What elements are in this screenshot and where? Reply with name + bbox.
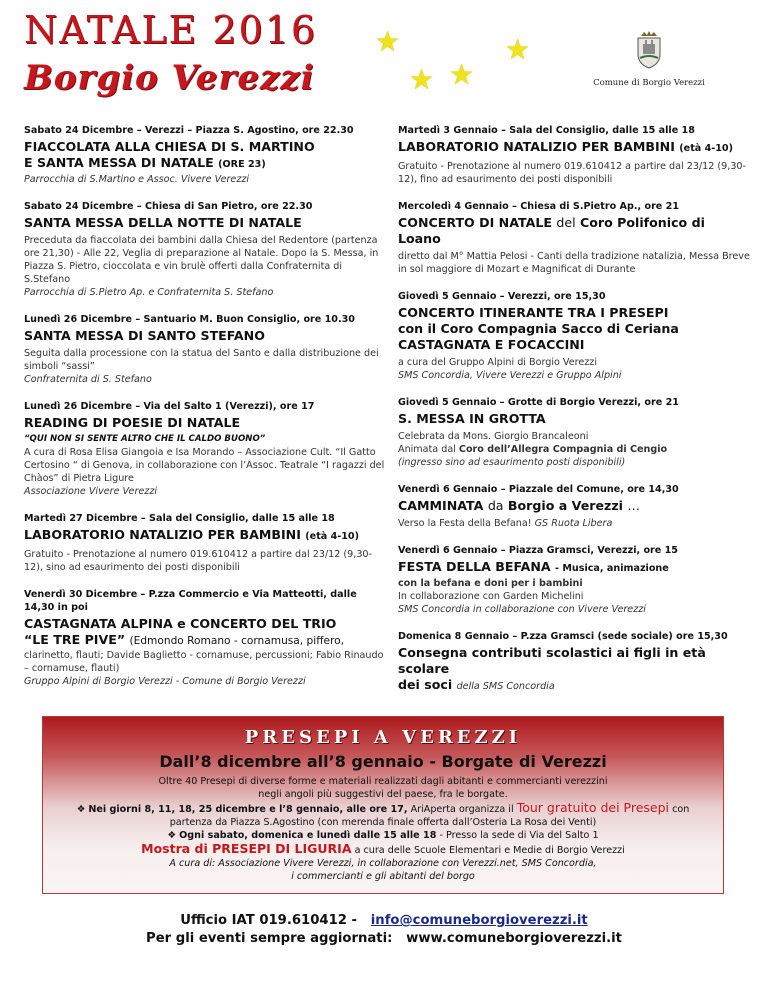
event-organizer: Confraternita di S. Stefano	[24, 374, 152, 385]
event-date: Domenica 8 Gennaio – P.zza Gramsci (sede sociale) ore 15,30	[398, 631, 728, 642]
star-icon: ★	[409, 63, 435, 96]
event-item	[398, 290, 750, 382]
diamond-bullet-icon: ❖	[76, 804, 86, 815]
coat-of-arms-icon	[634, 30, 664, 70]
banner-credits: i commercianti e gli abitanti del borgo	[291, 871, 475, 882]
event-organizer: Parrocchia di S.Martino e Assoc. Vivere Verezzi	[24, 174, 250, 185]
event-organizer: SMS Concordia in collaborazione con Vivere Verezzi	[398, 604, 646, 615]
banner-text: Nei giorni 8, 11, 18, 25 dicembre e l’8 gennaio, alle ore 17,	[88, 804, 408, 815]
banner-highlight: Mostra di PRESEPI DI LIGURIA	[141, 841, 352, 856]
event-title-note: (Edmondo Romano - cornamusa, piffero,	[129, 635, 344, 647]
footer-website-line	[0, 930, 768, 948]
event-title-line: CASTAGNATA ALPINA e CONCERTO DEL TRIO	[24, 616, 337, 631]
event-date: Sabato 24 Dicembre – Chiesa di San Pietro, ore 22.30	[24, 201, 313, 212]
event-description: a cura del Gruppo Alpini di Borgio Verezzi	[398, 357, 597, 368]
event-date: Venerdì 6 Gennaio – Piazza Gramsci, Verezzi, ore 15	[398, 545, 678, 556]
banner-title: PRESEPI A VEREZZI	[244, 727, 522, 748]
event-date: Giovedì 5 Gennaio – Grotte di Borgio Verezzi, ore 21	[398, 397, 679, 408]
footer-email-link[interactable]: info@comuneborgioverezzi.it	[370, 913, 588, 928]
event-description: clarinetto, flauti; Davide Baglietto - cornamuse, percussioni; Fabio Rinaudo – cornamuse, flauti)	[24, 650, 384, 674]
event-title-text: CONCERTO DI NATALE	[398, 215, 552, 230]
event-subtitle: con la befana e doni per i bambini	[398, 578, 583, 589]
event-description-text: Verso la Festa della Befana!	[398, 518, 532, 529]
event-date: Lunedì 26 Dicembre – Via del Salto 1 (Verezzi), ore 17	[24, 401, 315, 412]
event-quote: “QUI NON SI SENTE ALTRO CHE IL CALDO BUONO”	[24, 434, 266, 444]
event-title	[398, 645, 750, 693]
page-subtitle: Borgio Verezzi	[24, 58, 315, 98]
event-title-text: …	[627, 498, 640, 513]
event-organizer: Associazione Vivere Verezzi	[24, 486, 158, 497]
footer-phone: Ufficio IAT 019.610412 -	[180, 913, 357, 928]
event-item	[398, 630, 750, 693]
event-title	[398, 559, 750, 577]
event-title-line	[398, 677, 750, 693]
event-description: Seguita dalla processione con la statua del Santo e dalla distribuzione dei simboli “sassi”	[24, 348, 379, 372]
star-icon: ★	[505, 33, 531, 66]
event-title	[24, 139, 386, 173]
logo-text: Comune di Borgio Verezzi	[593, 78, 705, 88]
event-description: In collaborazione con Garden Michelini	[398, 591, 584, 602]
banner-subtitle: Dall’8 dicembre all’8 gennaio - Borgate di Verezzi	[159, 752, 607, 771]
presepi-banner	[42, 716, 724, 894]
municipality-logo	[590, 30, 708, 88]
event-date: Mercoledì 4 Gennaio – Chiesa di S.Pietro Ap., ore 21	[398, 201, 679, 212]
event-title-text: E SANTA MESSA DI NATALE	[24, 155, 214, 170]
event-title: READING DI POESIE DI NATALE	[24, 415, 241, 430]
event-item	[24, 588, 386, 688]
footer-website-link[interactable]: www.comuneborgioverezzi.it	[406, 931, 622, 946]
banner-text: Ogni sabato, domenica e lunedì dalle 15 alle 18	[179, 830, 437, 841]
event-description: Gratuito - Prenotazione al numero 019.610412 a partire dal 23/12 (9,30-12), sino ad esaurimento dei posti disponibili	[24, 549, 372, 573]
event-date: Martedì 27 Dicembre – Sala del Consiglio, dalle 15 alle 18	[24, 513, 335, 524]
event-description: diretto dal M° Mattia Pelosi - Canti della tradizione natalizia, Messa Breve in sol maggiore di Mozart e Magnificat di Durante	[398, 251, 750, 275]
banner-line: negli angoli più suggestivi del paese, fra le borgate.	[258, 789, 508, 800]
event-title: SANTA MESSA DELLA NOTTE DI NATALE	[24, 215, 302, 230]
event-title-text: del	[556, 215, 576, 230]
banner-text: con	[672, 804, 690, 815]
event-item	[24, 124, 386, 186]
event-date: Martedì 3 Gennaio – Sala del Consiglio, dalle 15 alle 18	[398, 125, 695, 136]
banner-line	[43, 842, 723, 857]
star-icon: ★	[375, 25, 401, 58]
star-icon: ★	[449, 58, 475, 91]
event-item	[398, 483, 750, 530]
footer-label: Per gli eventi sempre aggiornati:	[146, 931, 393, 946]
diamond-bullet-icon: ❖	[167, 830, 177, 841]
event-organizer: Parrocchia di S.Pietro Ap. e Confraternita S. Stefano	[24, 287, 274, 298]
event-title-text: dei soci	[398, 677, 453, 692]
event-organizer: della SMS Concordia	[456, 681, 555, 692]
event-description: Preceduta da fiaccolata dei bambini dalla Chiesa del Redentore (partenza ore 21,30) - Alle 22, Veglia di preparazione al Natale. Dopo la S. Messa, in Piazza S. Pietro, cioccolata e vin brulè offerti dalla Confraternita di S.Stefano	[24, 235, 379, 285]
event-date: Venerdì 6 Gennaio – Piazzale del Comune, ore 14,30	[398, 484, 679, 495]
event-description: A cura di Rosa Elisa Giangoia e Isa Morando – Associazione Cult. “Il Gatto Certosino “ di Genova, in collaborazione con l’Assoc. Teatrale “I ragazzi del Chàos” di Pietra Ligure	[24, 447, 385, 484]
event-title-note: - Musica, animazione	[555, 563, 669, 574]
event-title-line: CASTAGNATA E FOCACCINI	[398, 337, 585, 352]
banner-line: partenza da Piazza S.Agostino (con merenda finale offerta dall’Osteria La Rosa dei Venti)	[169, 817, 597, 828]
event-title-text: LABORATORIO NATALIZIO PER BAMBINI	[398, 139, 675, 154]
event-item	[24, 512, 386, 574]
event-date: Sabato 24 Dicembre – Verezzi – Piazza S. Agostino, ore 22.30	[24, 125, 354, 136]
event-title-text: da	[487, 498, 504, 513]
event-organizer: GS Ruota Libera	[534, 518, 613, 529]
event-title	[24, 616, 386, 649]
event-title-line: FIACCOLATA ALLA CHIESA DI S. MARTINO	[24, 139, 315, 154]
event-date: Lunedì 26 Dicembre – Santuario M. Buon Consiglio, ore 10.30	[24, 314, 355, 325]
event-title-text: Coro Polifonico di Loano	[398, 215, 705, 246]
event-description	[398, 443, 750, 456]
left-event-column	[24, 124, 386, 702]
event-title-text: LABORATORIO NATALIZIO PER BAMBINI	[24, 527, 301, 542]
event-title-line	[24, 632, 386, 649]
banner-credits: A cura di: Associazione Vivere Verezzi, in collaborazione con Verezzi.net, SMS Concordia,	[169, 858, 597, 869]
event-title-line: CONCERTO ITINERANTE TRA I PRESEPI	[398, 305, 669, 320]
event-title-note: (età 4-10)	[679, 143, 733, 154]
event-item	[398, 124, 750, 186]
event-title	[398, 305, 750, 353]
event-item	[24, 400, 386, 498]
event-choir-name: Coro dell’Allegra Compagnia di Cengio	[458, 444, 668, 455]
event-description: Celebrata da Mons. Giorgio Brancaleoni	[398, 431, 589, 442]
banner-highlight: Tour gratuito dei Presepi	[516, 800, 670, 815]
event-item	[24, 200, 386, 299]
event-title-line: con il Coro Compagnia Sacco di Ceriana	[398, 321, 679, 336]
event-description	[398, 517, 750, 530]
footer-contact-line	[0, 912, 768, 930]
event-title-line: Consegna contributi scolastici ai figli in età scolare	[398, 645, 706, 676]
event-title-text: Borgio a Verezzi	[507, 498, 623, 513]
event-title-text: CAMMINATA	[398, 498, 484, 513]
event-item	[24, 313, 386, 386]
event-description-text: Animata dal	[398, 444, 456, 455]
right-event-column	[398, 124, 750, 707]
event-title-text: “LE TRE PIVE”	[24, 632, 126, 647]
event-title-line	[24, 155, 386, 173]
event-organizer: Gruppo Alpini di Borgio Verezzi - Comune di Borgio Verezzi	[24, 676, 306, 687]
event-title	[398, 215, 750, 247]
event-item	[398, 396, 750, 469]
event-title-text: FESTA DELLA BEFANA	[398, 559, 551, 574]
banner-line	[43, 801, 723, 816]
banner-text: a cura delle Scuole Elementari e Medie di Borgio Verezzi	[354, 845, 625, 856]
event-date: Venerdì 30 Dicembre – P.zza Commercio e Via Matteotti, dalle 14,30 in poi	[24, 589, 357, 613]
banner-text: AriAperta organizza il	[410, 804, 514, 815]
event-title	[398, 139, 750, 157]
event-title: S. MESSA IN GROTTA	[398, 411, 546, 426]
event-title: SANTA MESSA DI SANTO STEFANO	[24, 328, 265, 343]
banner-text: - Presso la sede di Via del Salto 1	[439, 830, 599, 841]
banner-line: Oltre 40 Presepi di diverse forme e materiali realizzati dagli abitanti e commercianti verezzini	[158, 776, 608, 787]
event-title-note: (età 4-10)	[305, 531, 359, 542]
event-organizer: SMS Concordia, Vivere Verezzi e Gruppo Alpini	[398, 370, 622, 381]
event-title-note: (ORE 23)	[218, 159, 266, 170]
event-title	[24, 527, 386, 545]
event-title	[398, 498, 750, 514]
event-item	[398, 200, 750, 276]
event-item	[398, 544, 750, 616]
event-date: Giovedì 5 Gennaio – Verezzi, ore 15,30	[398, 291, 606, 302]
event-description: Gratuito - Prenotazione al numero 019.610412 a partire dal 23/12 (9,30-12), fino ad esaurimento dei posti disponibili	[398, 161, 746, 185]
footer	[0, 912, 768, 948]
event-note: (ingresso sino ad esaurimento posti disponibili)	[398, 457, 626, 468]
page-title: NATALE 2016	[24, 8, 318, 52]
